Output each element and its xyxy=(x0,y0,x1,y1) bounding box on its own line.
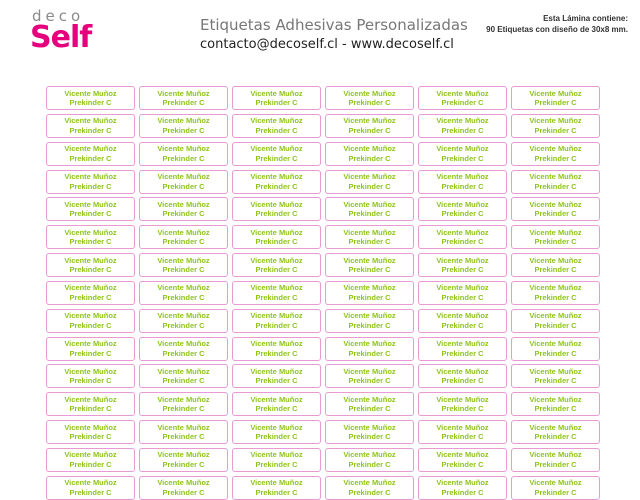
label-name-line: Vicente Muñoz xyxy=(250,311,303,321)
label-class-line: Prekinder C xyxy=(69,265,112,275)
name-label xyxy=(511,86,600,110)
label-name-line: Vicente Muñoz xyxy=(250,394,303,404)
label-class-line: Prekinder C xyxy=(255,209,298,219)
name-label xyxy=(46,337,135,361)
label-class-line: Prekinder C xyxy=(69,404,112,414)
name-label xyxy=(325,364,414,388)
label-name-line: Vicente Muñoz xyxy=(436,283,489,293)
name-label xyxy=(511,420,600,444)
label-class-line: Prekinder C xyxy=(162,432,205,442)
label-name-line: Vicente Muñoz xyxy=(529,116,582,126)
label-class-line: Prekinder C xyxy=(162,487,205,497)
label-class-line: Prekinder C xyxy=(441,376,484,386)
label-class-line: Prekinder C xyxy=(348,459,391,469)
label-class-line: Prekinder C xyxy=(162,265,205,275)
label-class-line: Prekinder C xyxy=(441,432,484,442)
name-label xyxy=(232,364,321,388)
label-class-line: Prekinder C xyxy=(255,320,298,330)
label-name-line: Vicente Muñoz xyxy=(157,255,210,265)
name-label xyxy=(139,253,228,277)
name-label xyxy=(511,197,600,221)
label-class-line: Prekinder C xyxy=(162,98,205,107)
label-name-line: Vicente Muñoz xyxy=(250,144,303,154)
label-name-line: Vicente Muñoz xyxy=(343,394,396,404)
label-name-line: Vicente Muñoz xyxy=(343,311,396,321)
label-name-line: Vicente Muñoz xyxy=(157,144,210,154)
label-name-line: Vicente Muñoz xyxy=(343,116,396,126)
label-class-line: Prekinder C xyxy=(348,125,391,135)
label-name-line: Vicente Muñoz xyxy=(157,422,210,432)
label-class-line: Prekinder C xyxy=(534,153,577,163)
label-class-line: Prekinder C xyxy=(162,292,205,302)
label-class-line: Prekinder C xyxy=(162,237,205,247)
label-class-line: Prekinder C xyxy=(255,181,298,191)
label-class-line: Prekinder C xyxy=(348,320,391,330)
label-name-line: Vicente Muñoz xyxy=(436,311,489,321)
label-name-line: Vicente Muñoz xyxy=(343,144,396,154)
label-name-line: Vicente Muñoz xyxy=(250,366,303,376)
label-name-line: Vicente Muñoz xyxy=(250,478,303,488)
label-class-line: Prekinder C xyxy=(348,209,391,219)
name-label xyxy=(325,448,414,472)
name-label xyxy=(139,337,228,361)
name-label xyxy=(325,114,414,138)
label-name-line: Vicente Muñoz xyxy=(436,88,489,98)
label-name-line: Vicente Muñoz xyxy=(529,88,582,98)
name-label xyxy=(418,476,507,500)
label-name-line: Vicente Muñoz xyxy=(157,366,210,376)
label-class-line: Prekinder C xyxy=(441,487,484,497)
label-class-line: Prekinder C xyxy=(534,404,577,414)
label-name-line: Vicente Muñoz xyxy=(157,478,210,488)
label-name-line: Vicente Muñoz xyxy=(436,116,489,126)
label-class-line: Prekinder C xyxy=(162,348,205,358)
name-label xyxy=(139,476,228,500)
label-class-line: Prekinder C xyxy=(162,153,205,163)
label-name-line: Vicente Muñoz xyxy=(64,172,117,182)
label-class-line: Prekinder C xyxy=(534,181,577,191)
label-class-line: Prekinder C xyxy=(534,265,577,275)
label-name-line: Vicente Muñoz xyxy=(250,283,303,293)
name-label xyxy=(46,225,135,249)
sheet-info-line2: 90 Etiquetas con diseño de 30x8 mm. xyxy=(486,25,628,34)
label-name-line: Vicente Muñoz xyxy=(529,227,582,237)
label-name-line: Vicente Muñoz xyxy=(436,255,489,265)
name-label xyxy=(232,337,321,361)
label-class-line: Prekinder C xyxy=(534,459,577,469)
label-class-line: Prekinder C xyxy=(69,376,112,386)
label-class-line: Prekinder C xyxy=(255,237,298,247)
label-class-line: Prekinder C xyxy=(348,487,391,497)
label-class-line: Prekinder C xyxy=(255,376,298,386)
label-class-line: Prekinder C xyxy=(69,459,112,469)
name-label xyxy=(325,392,414,416)
label-name-line: Vicente Muñoz xyxy=(157,172,210,182)
label-class-line: Prekinder C xyxy=(534,125,577,135)
label-class-line: Prekinder C xyxy=(348,348,391,358)
label-class-line: Prekinder C xyxy=(69,125,112,135)
label-name-line: Vicente Muñoz xyxy=(157,394,210,404)
name-label xyxy=(325,142,414,166)
name-label xyxy=(139,225,228,249)
name-label xyxy=(418,281,507,305)
label-name-line: Vicente Muñoz xyxy=(436,172,489,182)
label-name-line: Vicente Muñoz xyxy=(529,283,582,293)
name-label xyxy=(139,197,228,221)
label-name-line: Vicente Muñoz xyxy=(250,422,303,432)
label-name-line: Vicente Muñoz xyxy=(343,88,396,98)
name-label xyxy=(325,309,414,333)
name-label xyxy=(46,448,135,472)
label-name-line: Vicente Muñoz xyxy=(64,339,117,349)
name-label xyxy=(232,225,321,249)
name-label xyxy=(139,170,228,194)
name-label xyxy=(46,364,135,388)
label-class-line: Prekinder C xyxy=(69,98,112,107)
name-label xyxy=(46,476,135,500)
name-label xyxy=(418,392,507,416)
label-name-line: Vicente Muñoz xyxy=(157,283,210,293)
label-name-line: Vicente Muñoz xyxy=(343,227,396,237)
sheet-info xyxy=(458,13,628,35)
name-label xyxy=(232,476,321,500)
name-label xyxy=(232,197,321,221)
name-label xyxy=(325,337,414,361)
name-label xyxy=(325,420,414,444)
label-name-line: Vicente Muñoz xyxy=(343,478,396,488)
label-class-line: Prekinder C xyxy=(162,320,205,330)
name-label xyxy=(418,364,507,388)
label-name-line: Vicente Muñoz xyxy=(436,394,489,404)
label-class-line: Prekinder C xyxy=(69,237,112,247)
label-class-line: Prekinder C xyxy=(255,487,298,497)
label-name-line: Vicente Muñoz xyxy=(157,339,210,349)
name-label xyxy=(232,114,321,138)
label-name-line: Vicente Muñoz xyxy=(64,255,117,265)
name-label xyxy=(46,170,135,194)
name-label xyxy=(139,448,228,472)
name-label xyxy=(232,392,321,416)
label-name-line: Vicente Muñoz xyxy=(529,339,582,349)
name-label xyxy=(325,197,414,221)
label-class-line: Prekinder C xyxy=(69,209,112,219)
name-label xyxy=(511,142,600,166)
name-label xyxy=(418,142,507,166)
name-label xyxy=(46,420,135,444)
name-label xyxy=(139,309,228,333)
label-grid xyxy=(46,86,628,500)
name-label xyxy=(511,253,600,277)
label-class-line: Prekinder C xyxy=(255,348,298,358)
name-label xyxy=(418,337,507,361)
sheet-title: Etiquetas Adhesivas Personalizadas xyxy=(200,16,468,34)
name-label xyxy=(46,86,135,110)
label-class-line: Prekinder C xyxy=(534,237,577,247)
label-class-line: Prekinder C xyxy=(162,404,205,414)
label-class-line: Prekinder C xyxy=(441,265,484,275)
label-name-line: Vicente Muñoz xyxy=(157,88,210,98)
label-class-line: Prekinder C xyxy=(441,348,484,358)
label-name-line: Vicente Muñoz xyxy=(64,283,117,293)
label-name-line: Vicente Muñoz xyxy=(529,172,582,182)
label-name-line: Vicente Muñoz xyxy=(343,450,396,460)
label-class-line: Prekinder C xyxy=(255,98,298,107)
name-label xyxy=(139,114,228,138)
label-class-line: Prekinder C xyxy=(69,153,112,163)
name-label xyxy=(232,86,321,110)
label-name-line: Vicente Muñoz xyxy=(529,144,582,154)
label-class-line: Prekinder C xyxy=(348,432,391,442)
sheet-header xyxy=(0,0,640,82)
label-name-line: Vicente Muñoz xyxy=(250,227,303,237)
label-class-line: Prekinder C xyxy=(534,292,577,302)
label-name-line: Vicente Muñoz xyxy=(64,478,117,488)
label-name-line: Vicente Muñoz xyxy=(64,366,117,376)
label-name-line: Vicente Muñoz xyxy=(436,339,489,349)
name-label xyxy=(325,253,414,277)
label-name-line: Vicente Muñoz xyxy=(250,172,303,182)
name-label xyxy=(325,225,414,249)
label-class-line: Prekinder C xyxy=(162,459,205,469)
label-class-line: Prekinder C xyxy=(255,459,298,469)
name-label xyxy=(325,170,414,194)
name-label xyxy=(325,86,414,110)
name-label xyxy=(418,253,507,277)
label-name-line: Vicente Muñoz xyxy=(529,255,582,265)
label-name-line: Vicente Muñoz xyxy=(343,255,396,265)
logo-deco-text: deco xyxy=(32,7,85,25)
name-label xyxy=(418,114,507,138)
label-name-line: Vicente Muñoz xyxy=(436,199,489,209)
label-class-line: Prekinder C xyxy=(255,125,298,135)
name-label xyxy=(418,197,507,221)
label-class-line: Prekinder C xyxy=(255,153,298,163)
contact-line: contacto@decoself.cl - www.decoself.cl xyxy=(200,37,454,52)
name-label xyxy=(46,253,135,277)
label-class-line: Prekinder C xyxy=(441,404,484,414)
label-class-line: Prekinder C xyxy=(162,125,205,135)
name-label xyxy=(139,86,228,110)
name-label xyxy=(418,170,507,194)
name-label xyxy=(46,281,135,305)
label-name-line: Vicente Muñoz xyxy=(250,255,303,265)
name-label xyxy=(232,420,321,444)
sheet-info-line1: Esta Lámina contiene: xyxy=(543,14,628,23)
name-label xyxy=(139,142,228,166)
name-label xyxy=(232,170,321,194)
label-name-line: Vicente Muñoz xyxy=(64,394,117,404)
label-name-line: Vicente Muñoz xyxy=(343,422,396,432)
name-label xyxy=(232,309,321,333)
name-label xyxy=(325,476,414,500)
label-class-line: Prekinder C xyxy=(534,487,577,497)
label-class-line: Prekinder C xyxy=(69,487,112,497)
label-class-line: Prekinder C xyxy=(69,432,112,442)
label-name-line: Vicente Muñoz xyxy=(529,422,582,432)
name-label xyxy=(511,114,600,138)
label-class-line: Prekinder C xyxy=(441,292,484,302)
name-label xyxy=(511,448,600,472)
label-name-line: Vicente Muñoz xyxy=(343,172,396,182)
name-label xyxy=(139,392,228,416)
label-name-line: Vicente Muñoz xyxy=(529,450,582,460)
label-name-line: Vicente Muñoz xyxy=(529,311,582,321)
label-name-line: Vicente Muñoz xyxy=(343,283,396,293)
label-class-line: Prekinder C xyxy=(348,292,391,302)
name-label xyxy=(46,142,135,166)
label-name-line: Vicente Muñoz xyxy=(436,478,489,488)
label-class-line: Prekinder C xyxy=(348,98,391,107)
name-label xyxy=(511,170,600,194)
label-name-line: Vicente Muñoz xyxy=(157,311,210,321)
label-name-line: Vicente Muñoz xyxy=(436,366,489,376)
label-class-line: Prekinder C xyxy=(69,320,112,330)
label-class-line: Prekinder C xyxy=(255,265,298,275)
name-label xyxy=(418,86,507,110)
name-label xyxy=(418,225,507,249)
name-label xyxy=(46,197,135,221)
label-name-line: Vicente Muñoz xyxy=(64,144,117,154)
label-class-line: Prekinder C xyxy=(162,181,205,191)
label-class-line: Prekinder C xyxy=(348,404,391,414)
label-class-line: Prekinder C xyxy=(441,459,484,469)
label-name-line: Vicente Muñoz xyxy=(64,450,117,460)
label-name-line: Vicente Muñoz xyxy=(157,116,210,126)
label-name-line: Vicente Muñoz xyxy=(436,450,489,460)
name-label xyxy=(325,281,414,305)
label-class-line: Prekinder C xyxy=(69,348,112,358)
label-class-line: Prekinder C xyxy=(534,432,577,442)
name-label xyxy=(232,448,321,472)
name-label xyxy=(418,420,507,444)
label-class-line: Prekinder C xyxy=(348,153,391,163)
label-class-line: Prekinder C xyxy=(255,404,298,414)
label-name-line: Vicente Muñoz xyxy=(250,199,303,209)
name-label xyxy=(511,364,600,388)
name-label xyxy=(46,114,135,138)
label-name-line: Vicente Muñoz xyxy=(343,199,396,209)
label-name-line: Vicente Muñoz xyxy=(250,339,303,349)
label-class-line: Prekinder C xyxy=(162,209,205,219)
name-label xyxy=(511,225,600,249)
label-name-line: Vicente Muñoz xyxy=(529,366,582,376)
label-class-line: Prekinder C xyxy=(441,125,484,135)
label-name-line: Vicente Muñoz xyxy=(64,199,117,209)
label-name-line: Vicente Muñoz xyxy=(250,88,303,98)
label-class-line: Prekinder C xyxy=(348,376,391,386)
label-class-line: Prekinder C xyxy=(69,292,112,302)
name-label xyxy=(46,392,135,416)
label-name-line: Vicente Muñoz xyxy=(157,227,210,237)
name-label xyxy=(418,309,507,333)
label-name-line: Vicente Muñoz xyxy=(436,144,489,154)
name-label xyxy=(139,420,228,444)
name-label xyxy=(46,309,135,333)
label-name-line: Vicente Muñoz xyxy=(250,450,303,460)
label-name-line: Vicente Muñoz xyxy=(157,450,210,460)
label-name-line: Vicente Muñoz xyxy=(157,199,210,209)
label-class-line: Prekinder C xyxy=(162,376,205,386)
label-name-line: Vicente Muñoz xyxy=(64,88,117,98)
label-name-line: Vicente Muñoz xyxy=(343,366,396,376)
label-name-line: Vicente Muñoz xyxy=(64,227,117,237)
label-class-line: Prekinder C xyxy=(441,209,484,219)
label-class-line: Prekinder C xyxy=(348,237,391,247)
label-class-line: Prekinder C xyxy=(255,432,298,442)
name-label xyxy=(232,142,321,166)
name-label xyxy=(511,309,600,333)
label-name-line: Vicente Muñoz xyxy=(64,311,117,321)
label-class-line: Prekinder C xyxy=(534,98,577,107)
name-label xyxy=(511,476,600,500)
label-class-line: Prekinder C xyxy=(348,265,391,275)
label-name-line: Vicente Muñoz xyxy=(64,116,117,126)
label-class-line: Prekinder C xyxy=(441,320,484,330)
name-label xyxy=(511,281,600,305)
label-name-line: Vicente Muñoz xyxy=(529,478,582,488)
decoself-logo xyxy=(30,8,110,56)
logo-self-text: Self xyxy=(30,20,92,55)
label-name-line: Vicente Muñoz xyxy=(64,422,117,432)
name-label xyxy=(232,281,321,305)
name-label xyxy=(418,448,507,472)
label-class-line: Prekinder C xyxy=(534,376,577,386)
label-class-line: Prekinder C xyxy=(534,209,577,219)
label-class-line: Prekinder C xyxy=(348,181,391,191)
name-label xyxy=(511,392,600,416)
label-class-line: Prekinder C xyxy=(441,181,484,191)
label-name-line: Vicente Muñoz xyxy=(250,116,303,126)
label-name-line: Vicente Muñoz xyxy=(436,422,489,432)
name-label xyxy=(232,253,321,277)
label-name-line: Vicente Muñoz xyxy=(343,339,396,349)
label-class-line: Prekinder C xyxy=(441,98,484,107)
label-class-line: Prekinder C xyxy=(534,320,577,330)
label-class-line: Prekinder C xyxy=(69,181,112,191)
label-name-line: Vicente Muñoz xyxy=(529,394,582,404)
label-class-line: Prekinder C xyxy=(441,237,484,247)
label-class-line: Prekinder C xyxy=(534,348,577,358)
label-class-line: Prekinder C xyxy=(441,153,484,163)
label-name-line: Vicente Muñoz xyxy=(529,199,582,209)
label-name-line: Vicente Muñoz xyxy=(436,227,489,237)
name-label xyxy=(139,281,228,305)
label-class-line: Prekinder C xyxy=(255,292,298,302)
name-label xyxy=(139,364,228,388)
name-label xyxy=(511,337,600,361)
